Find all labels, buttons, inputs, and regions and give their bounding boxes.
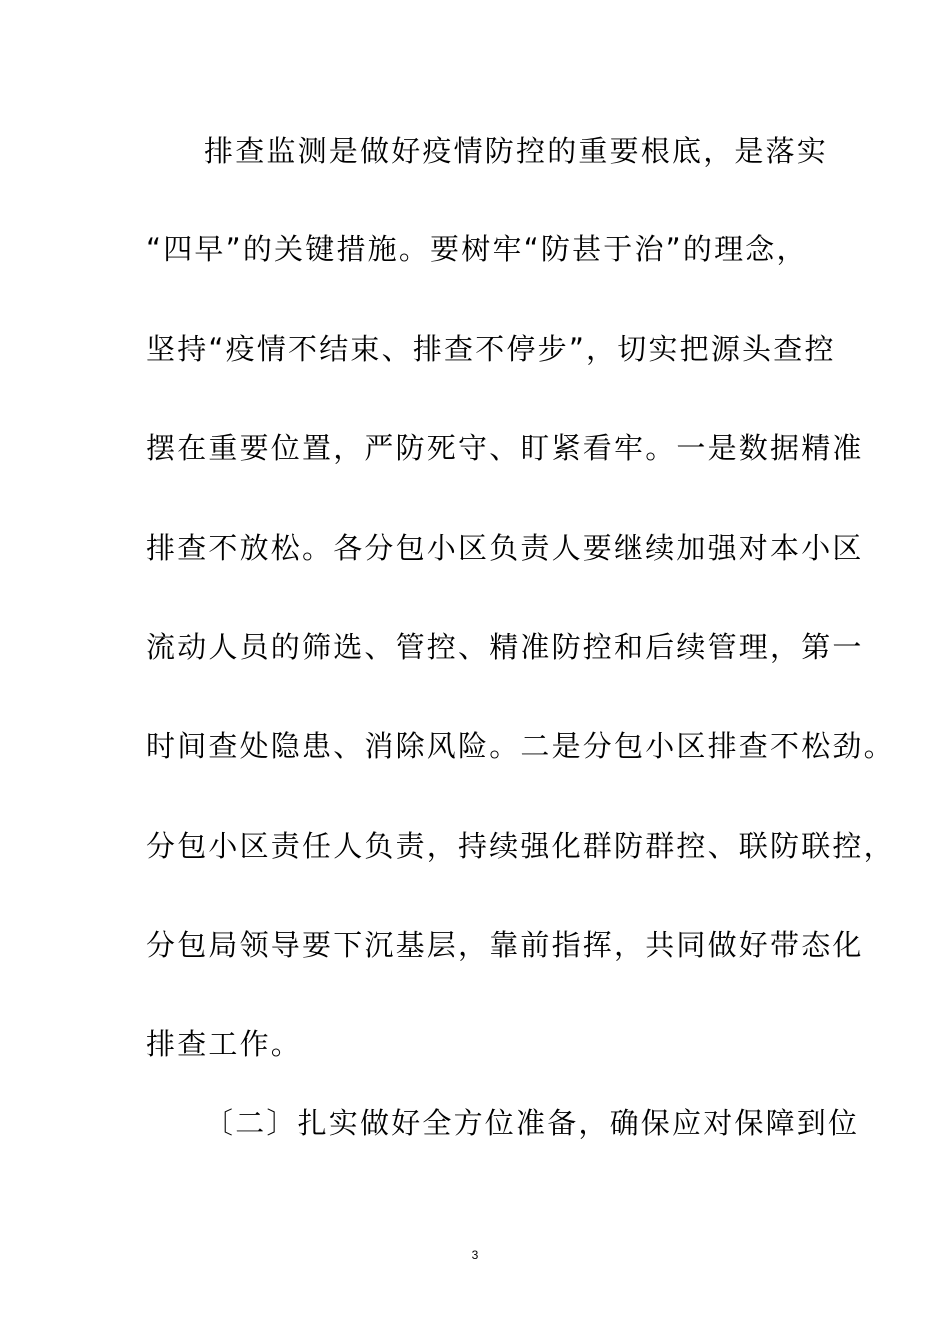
paragraph-line-7: 时间查处隐患、消除风险。二是分包小区排查不松劲。 <box>146 729 895 763</box>
page-number: 3 <box>471 1248 479 1262</box>
paragraph-line-8: 分包小区责任人负责，持续强化群防群控、联防联控， <box>146 829 895 863</box>
paragraph-line-6: 流动人员的筛选、管控、精准防控和后续管理，第一 <box>146 630 864 664</box>
paragraph-line-9: 分包局领导要下沉基层，靠前指挥，共同做好带态化 <box>146 928 864 962</box>
paragraph-line-3: 坚持“疫情不结束、排查不停步”，切实把源头查控 <box>146 332 836 366</box>
paragraph-line-10: 排查工作。 <box>146 1027 303 1061</box>
paragraph-line-1: 排查监测是做好疫情防控的重要根底，是落实 <box>204 134 829 168</box>
paragraph-line-5: 排查不放松。各分包小区负责人要继续加强对本小区 <box>146 531 864 565</box>
paragraph-line-4: 摆在重要位置，严防死守、盯紧看牢。一是数据精准 <box>146 431 864 465</box>
section-heading: 〔二〕扎实做好全方位准备，确保应对保障到位 <box>204 1106 860 1140</box>
paragraph-line-2: “四早”的关键措施。要树牢“防甚于治”的理念， <box>146 232 808 266</box>
